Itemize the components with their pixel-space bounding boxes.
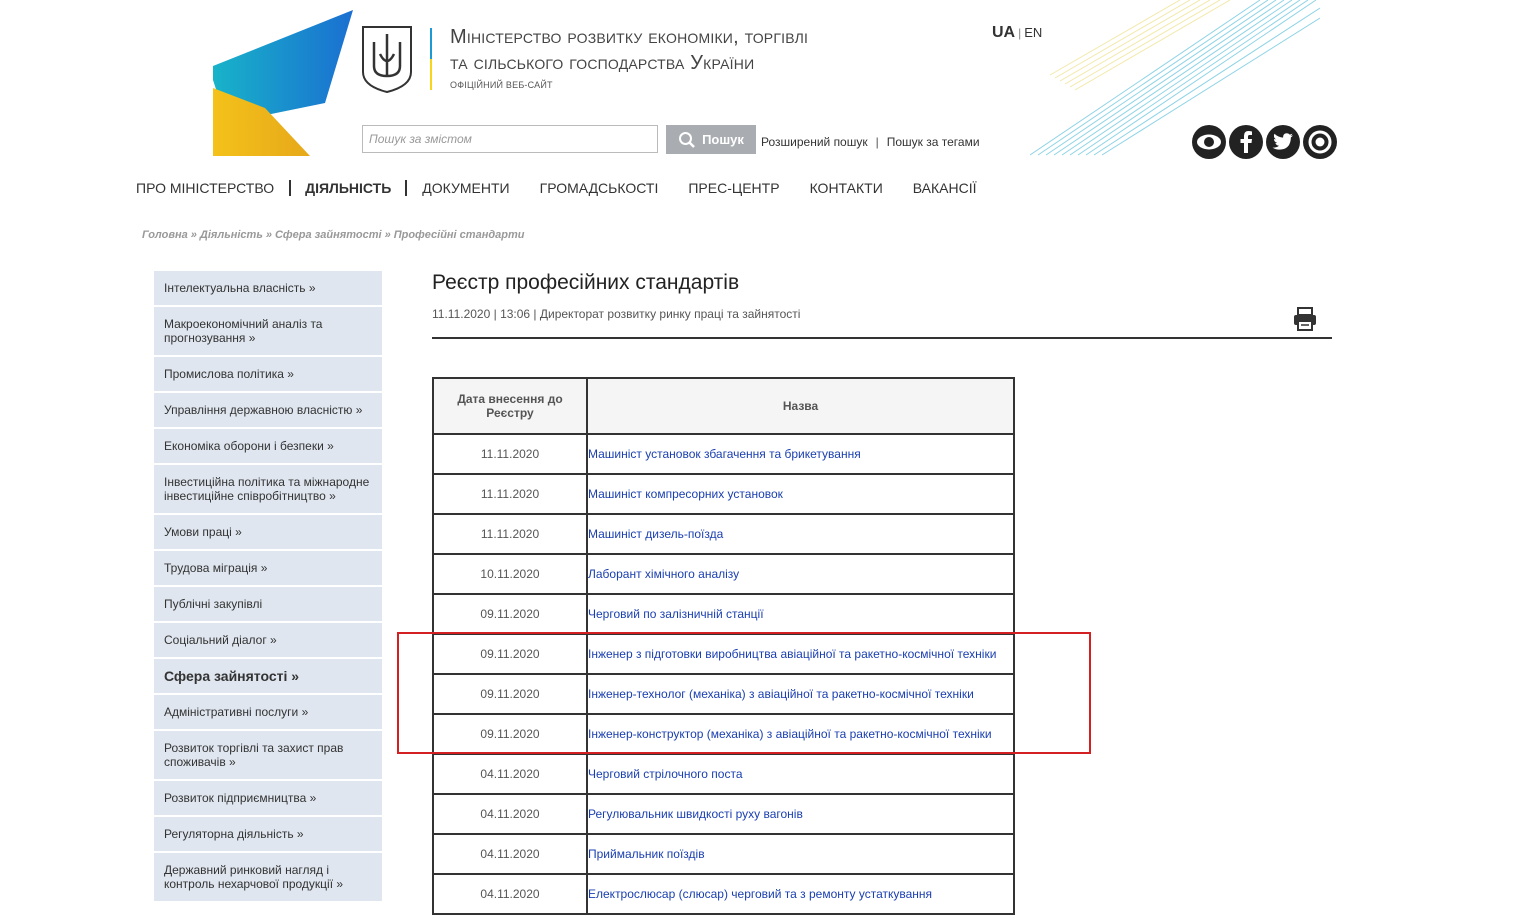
breadcrumb-separator: » (265, 229, 272, 241)
search-input[interactable] (362, 125, 658, 153)
column-header-date: Дата внесення до Реєстру (433, 378, 587, 434)
sidebar-item-admin-services[interactable]: Адміністративні послуги » (154, 695, 382, 729)
twitter-icon[interactable] (1266, 125, 1300, 159)
table-row (433, 874, 1014, 914)
page-meta: 11.11.2020 | 13:06 | Директорат розвитку ринку праці та зайнятості (432, 307, 801, 321)
sidebar-item-public-procurement[interactable]: Публічні закупівлі (154, 587, 382, 621)
breadcrumb-employment[interactable]: Сфера зайнятості (274, 229, 382, 241)
sidebar-item-intellectual-property[interactable]: Інтелектуальна власність » (154, 271, 382, 305)
sidebar-item-labor-conditions[interactable]: Умови праці » (154, 515, 382, 549)
table-row (433, 794, 1014, 834)
print-icon[interactable] (1292, 306, 1318, 332)
search-icon (678, 131, 696, 149)
breadcrumb (142, 229, 524, 241)
table-row (433, 594, 1014, 634)
table-row (433, 434, 1014, 474)
social-links (1192, 125, 1337, 159)
lang-en-link[interactable]: EN (1024, 25, 1043, 40)
row-name-link[interactable]: Машиніст компресорних установок (587, 474, 1014, 514)
table-row (433, 474, 1014, 514)
row-name-link[interactable]: Черговий стрілочного поста (587, 754, 1014, 794)
sidebar-item-state-property[interactable]: Управління державною власністю » (154, 393, 382, 427)
breadcrumb-current: Професійні стандарти (393, 229, 525, 241)
nav-contacts[interactable]: КОНТАКТИ (809, 180, 883, 196)
row-date: 09.11.2020 (433, 594, 587, 634)
nav-about[interactable]: ПРО МІНІСТЕРСТВО (136, 180, 275, 196)
row-date: 10.11.2020 (433, 554, 587, 594)
ministry-title[interactable] (450, 24, 808, 76)
sidebar-item-defense-economy[interactable]: Економіка оборони і безпеки » (154, 429, 382, 463)
highlight-box (397, 632, 1091, 754)
nav-vacancies[interactable]: ВАКАНСІЇ (912, 180, 977, 196)
column-header-name: Назва (587, 378, 1014, 434)
row-date: 04.11.2020 (433, 874, 587, 914)
row-date: 04.11.2020 (433, 754, 587, 794)
sidebar-item-investment-policy[interactable]: Інвестиційна політика та міжнародне інвестиційне співробітництво » (154, 465, 382, 513)
flag-bar (430, 28, 432, 90)
sidebar-item-market-supervision[interactable]: Державний ринковий нагляд і контроль нехарчової продукції » (154, 853, 382, 901)
row-name-link[interactable]: Черговий по залізничній станції (587, 594, 1014, 634)
row-name-link[interactable]: Інженер-конструктор (механіка) з авіаційної та ракетно-космічної техніки (587, 714, 1014, 754)
table-row (433, 514, 1014, 554)
title-divider (432, 337, 1332, 339)
breadcrumb-home[interactable]: Головна (142, 229, 188, 241)
facebook-icon[interactable] (1229, 125, 1263, 159)
coat-of-arms-icon (360, 24, 414, 94)
sidebar-item-macroeconomic[interactable]: Макроекономічний аналіз та прогнозування » (154, 307, 382, 355)
search-button-label: Пошук (702, 132, 744, 147)
sidebar (154, 271, 382, 903)
sidebar-item-labor-migration[interactable]: Трудова міграція » (154, 551, 382, 585)
row-date: 09.11.2020 (433, 634, 587, 674)
row-name-link[interactable]: Лаборант хімічного аналізу (587, 554, 1014, 594)
main-nav (136, 180, 991, 196)
breadcrumb-separator: » (384, 229, 391, 241)
ministry-title-line1: Міністерство розвитку економіки, торгівлі (450, 26, 809, 48)
sidebar-item-entrepreneurship[interactable]: Розвиток підприємництва » (154, 781, 382, 815)
ministry-title-line2: та сільського господарства України (450, 52, 755, 74)
official-site-label: ОФІЦІЙНИЙ ВЕБ-САЙТ (450, 80, 553, 90)
row-name-link[interactable]: Інженер з підготовки виробництва авіаційної та ракетно-космічної техніки (587, 634, 1014, 674)
row-name-link[interactable]: Інженер-технолог (механіка) з авіаційної та ракетно-космічної техніки (587, 674, 1014, 714)
row-name-link[interactable]: Машиніст дизель-поїзда (587, 514, 1014, 554)
table-row (433, 754, 1014, 794)
search-links-separator: | (875, 135, 879, 149)
nav-public[interactable]: ГРОМАДСЬКОСТІ (539, 180, 659, 196)
lang-ua-link[interactable]: UA (992, 24, 1016, 41)
row-date: 04.11.2020 (433, 794, 587, 834)
sidebar-item-industrial-policy[interactable]: Промислова політика » (154, 357, 382, 391)
nav-documents[interactable]: ДОКУМЕНТИ (422, 180, 510, 196)
search-links (761, 135, 980, 149)
row-date: 11.11.2020 (433, 514, 587, 554)
page-title: Реєстр професійних стандартів (432, 271, 740, 294)
sidebar-item-trade-consumer[interactable]: Розвиток торгівлі та захист прав споживачів » (154, 731, 382, 779)
row-date: 11.11.2020 (433, 474, 587, 514)
eye-icon[interactable] (1192, 125, 1226, 159)
nav-press-center[interactable]: ПРЕС-ЦЕНТР (688, 180, 780, 196)
row-date: 09.11.2020 (433, 674, 587, 714)
row-name-link[interactable]: Електрослюсар (слюсар) черговий та з ремонту устаткування (587, 874, 1014, 914)
sidebar-item-social-dialogue[interactable]: Соціальний діалог » (154, 623, 382, 657)
row-date: 11.11.2020 (433, 434, 587, 474)
target-icon[interactable] (1303, 125, 1337, 159)
table-row (433, 834, 1014, 874)
breadcrumb-activity[interactable]: Діяльність (199, 229, 263, 241)
breadcrumb-separator: » (190, 229, 197, 241)
row-name-link[interactable]: Машиніст установок збагачення та брикетування (587, 434, 1014, 474)
table-header-row (433, 378, 1014, 434)
tag-search-link[interactable]: Пошук за тегами (886, 135, 980, 149)
search-button[interactable] (666, 125, 756, 154)
nav-activity[interactable]: ДІЯЛЬНІСТЬ (289, 180, 407, 196)
row-name-link[interactable]: Приймальник поїздів (587, 834, 1014, 874)
row-name-link[interactable]: Регулювальник швидкості руху вагонів (587, 794, 1014, 834)
sidebar-item-regulatory[interactable]: Регуляторна діяльність » (154, 817, 382, 851)
logo-icon[interactable] (205, 8, 360, 158)
sidebar-item-employment[interactable]: Сфера зайнятості » (154, 659, 382, 693)
advanced-search-link[interactable]: Розширений пошук (761, 135, 868, 149)
row-date: 09.11.2020 (433, 714, 587, 754)
table-row (433, 554, 1014, 594)
row-date: 04.11.2020 (433, 834, 587, 874)
lang-separator: | (1018, 26, 1022, 40)
